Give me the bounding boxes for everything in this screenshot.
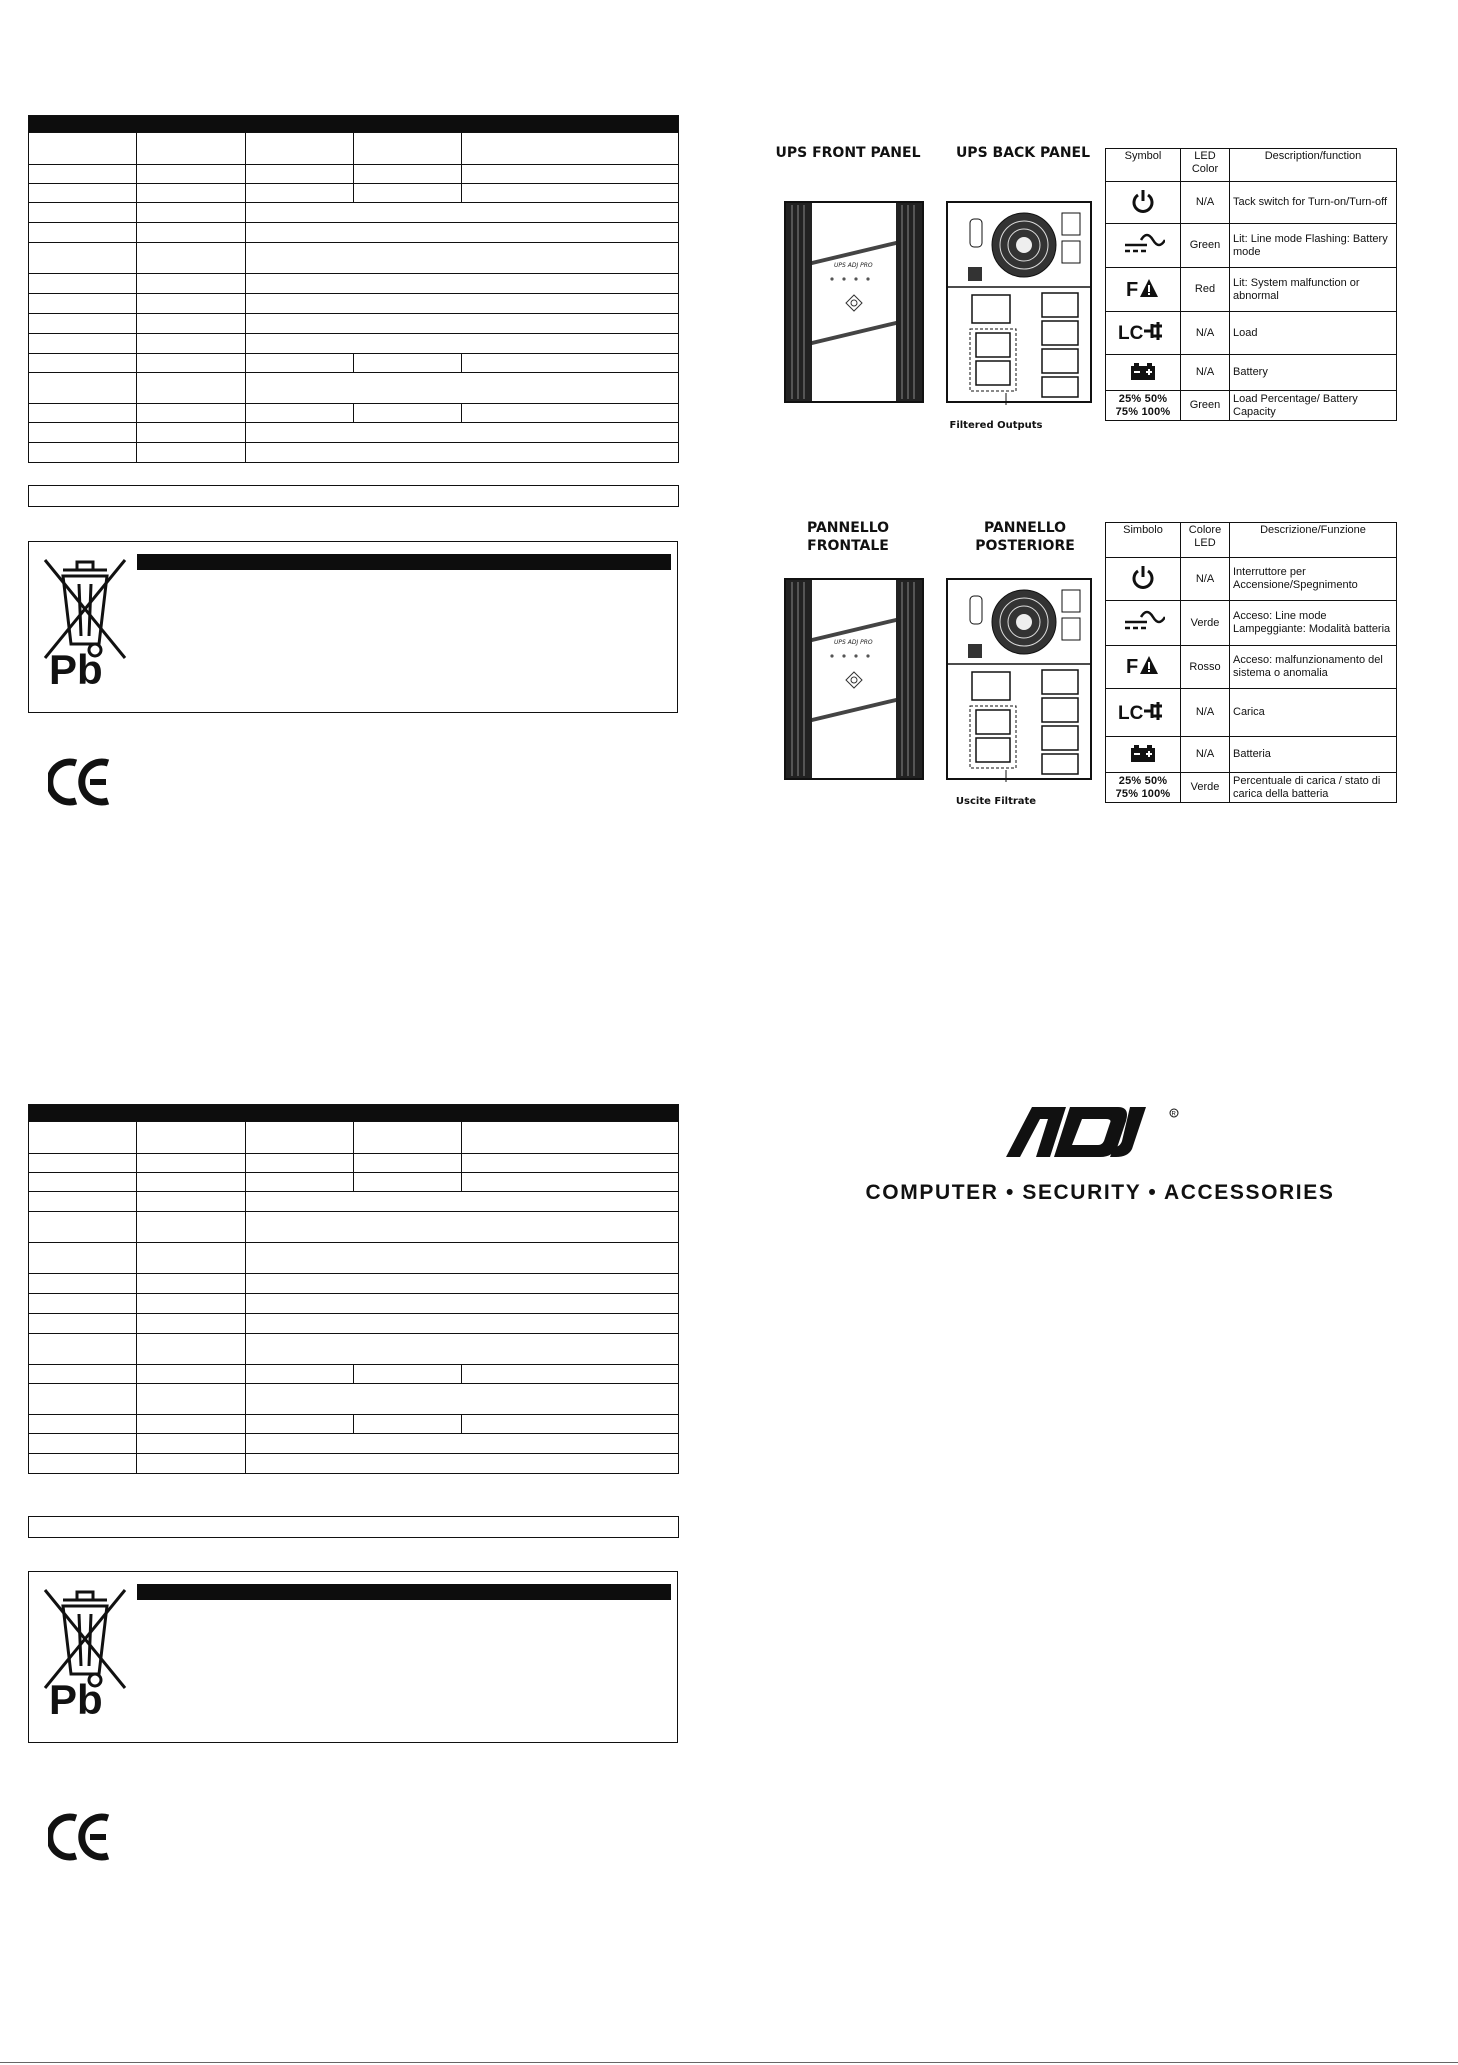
led-color: Red <box>1181 268 1230 312</box>
header-description: Description/function <box>1230 149 1397 182</box>
brand-tagline: COMPUTER • SECURITY • ACCESSORIES <box>865 1181 1335 1204</box>
percentage-symbol <box>1106 391 1181 421</box>
led-table-en <box>1105 148 1397 421</box>
spec-table-top <box>28 115 679 463</box>
percentage-line: 75% 100% <box>1115 787 1171 800</box>
led-description: Acceso: Line mode Lampeggiante: Modalità batteria <box>1230 601 1397 646</box>
header-led-color: Colore LED <box>1181 523 1230 558</box>
ups-front-panel-image <box>784 578 924 782</box>
line-mode-icon <box>1121 232 1165 256</box>
load-icon <box>1118 320 1168 342</box>
pb-label: Pb <box>49 1676 103 1723</box>
led-color: N/A <box>1181 312 1230 355</box>
svg-text:F: F <box>1126 278 1139 299</box>
ups-back-panel-image <box>946 201 1092 405</box>
load-icon <box>1118 700 1168 722</box>
svg-text:LC: LC <box>1118 323 1144 342</box>
svg-text:LC: LC <box>1118 702 1144 722</box>
filtered-outputs-caption-it: Uscite Filtrate <box>955 796 1037 807</box>
ce-mark-icon <box>48 1810 112 1864</box>
led-description: Lit: Line mode Flashing: Battery mode <box>1230 224 1397 268</box>
ce-mark-icon <box>48 755 112 809</box>
ups-front-panel-image <box>784 201 924 405</box>
led-table-it <box>1105 522 1397 803</box>
weee-box-top <box>28 541 678 713</box>
note-box-top <box>28 485 679 507</box>
back-panel-title: UPS BACK PANEL <box>955 145 1091 161</box>
led-description: Batteria <box>1230 737 1397 773</box>
led-color: N/A <box>1181 689 1230 737</box>
led-color: Green <box>1181 391 1230 421</box>
back-panel-title-it: PANNELLO POSTERIORE <box>975 520 1075 554</box>
percentage-line: 75% 100% <box>1115 405 1171 418</box>
fault-icon <box>1126 654 1160 676</box>
led-color: N/A <box>1181 355 1230 391</box>
header-led-color: LED Color <box>1181 149 1230 182</box>
led-description: Battery <box>1230 355 1397 391</box>
adj-logo <box>1006 1107 1182 1157</box>
header-symbol: Symbol <box>1106 149 1181 182</box>
weee-heading-bar <box>137 554 671 570</box>
pb-label: Pb <box>49 646 103 693</box>
percentage-symbol <box>1106 773 1181 803</box>
header-description: Descrizione/Funzione <box>1230 523 1397 558</box>
svg-text:UPS ADJ PRO: UPS ADJ PRO <box>834 639 873 646</box>
percentage-line: 25% 50% <box>1118 774 1168 787</box>
power-icon <box>1130 188 1156 214</box>
weee-box-bottom <box>28 1571 678 1743</box>
led-description: Load <box>1230 312 1397 355</box>
line-mode-icon <box>1121 609 1165 633</box>
led-color: Verde <box>1181 773 1230 803</box>
led-description: Acceso: malfunzionamento del sistema o anomalia <box>1230 646 1397 689</box>
power-icon <box>1130 564 1156 590</box>
page-bottom-rule <box>0 2062 1458 2063</box>
percentage-line: 25% 50% <box>1118 392 1168 405</box>
led-color: Verde <box>1181 601 1230 646</box>
led-color: N/A <box>1181 558 1230 601</box>
led-description: Lit: System malfunction or abnormal <box>1230 268 1397 312</box>
led-description: Percentuale di carica / stato di carica della batteria <box>1230 773 1397 803</box>
weee-heading-bar <box>137 1584 671 1600</box>
led-color: Rosso <box>1181 646 1230 689</box>
led-color: Green <box>1181 224 1230 268</box>
led-description: Carica <box>1230 689 1397 737</box>
filtered-outputs-caption: Filtered Outputs <box>949 420 1043 431</box>
led-color: N/A <box>1181 182 1230 224</box>
svg-text:R: R <box>1171 1111 1176 1118</box>
battery-icon <box>1129 361 1157 381</box>
front-panel-title-it: PANNELLO FRONTALE <box>806 520 890 554</box>
fault-icon <box>1126 277 1160 299</box>
led-description: Tack switch for Turn-on/Turn-off <box>1230 182 1397 224</box>
front-panel-title: UPS FRONT PANEL <box>775 145 921 161</box>
led-description: Interruttore per Accensione/Spegnimento <box>1230 558 1397 601</box>
led-description: Load Percentage/ Battery Capacity <box>1230 391 1397 421</box>
svg-text:F: F <box>1126 656 1139 676</box>
svg-text:UPS ADJ PRO: UPS ADJ PRO <box>834 262 873 269</box>
note-box-bottom <box>28 1516 679 1538</box>
ups-back-panel-image <box>946 578 1092 782</box>
battery-icon <box>1129 743 1157 763</box>
header-symbol: Simbolo <box>1106 523 1181 558</box>
spec-table-bottom <box>28 1104 679 1474</box>
led-color: N/A <box>1181 737 1230 773</box>
